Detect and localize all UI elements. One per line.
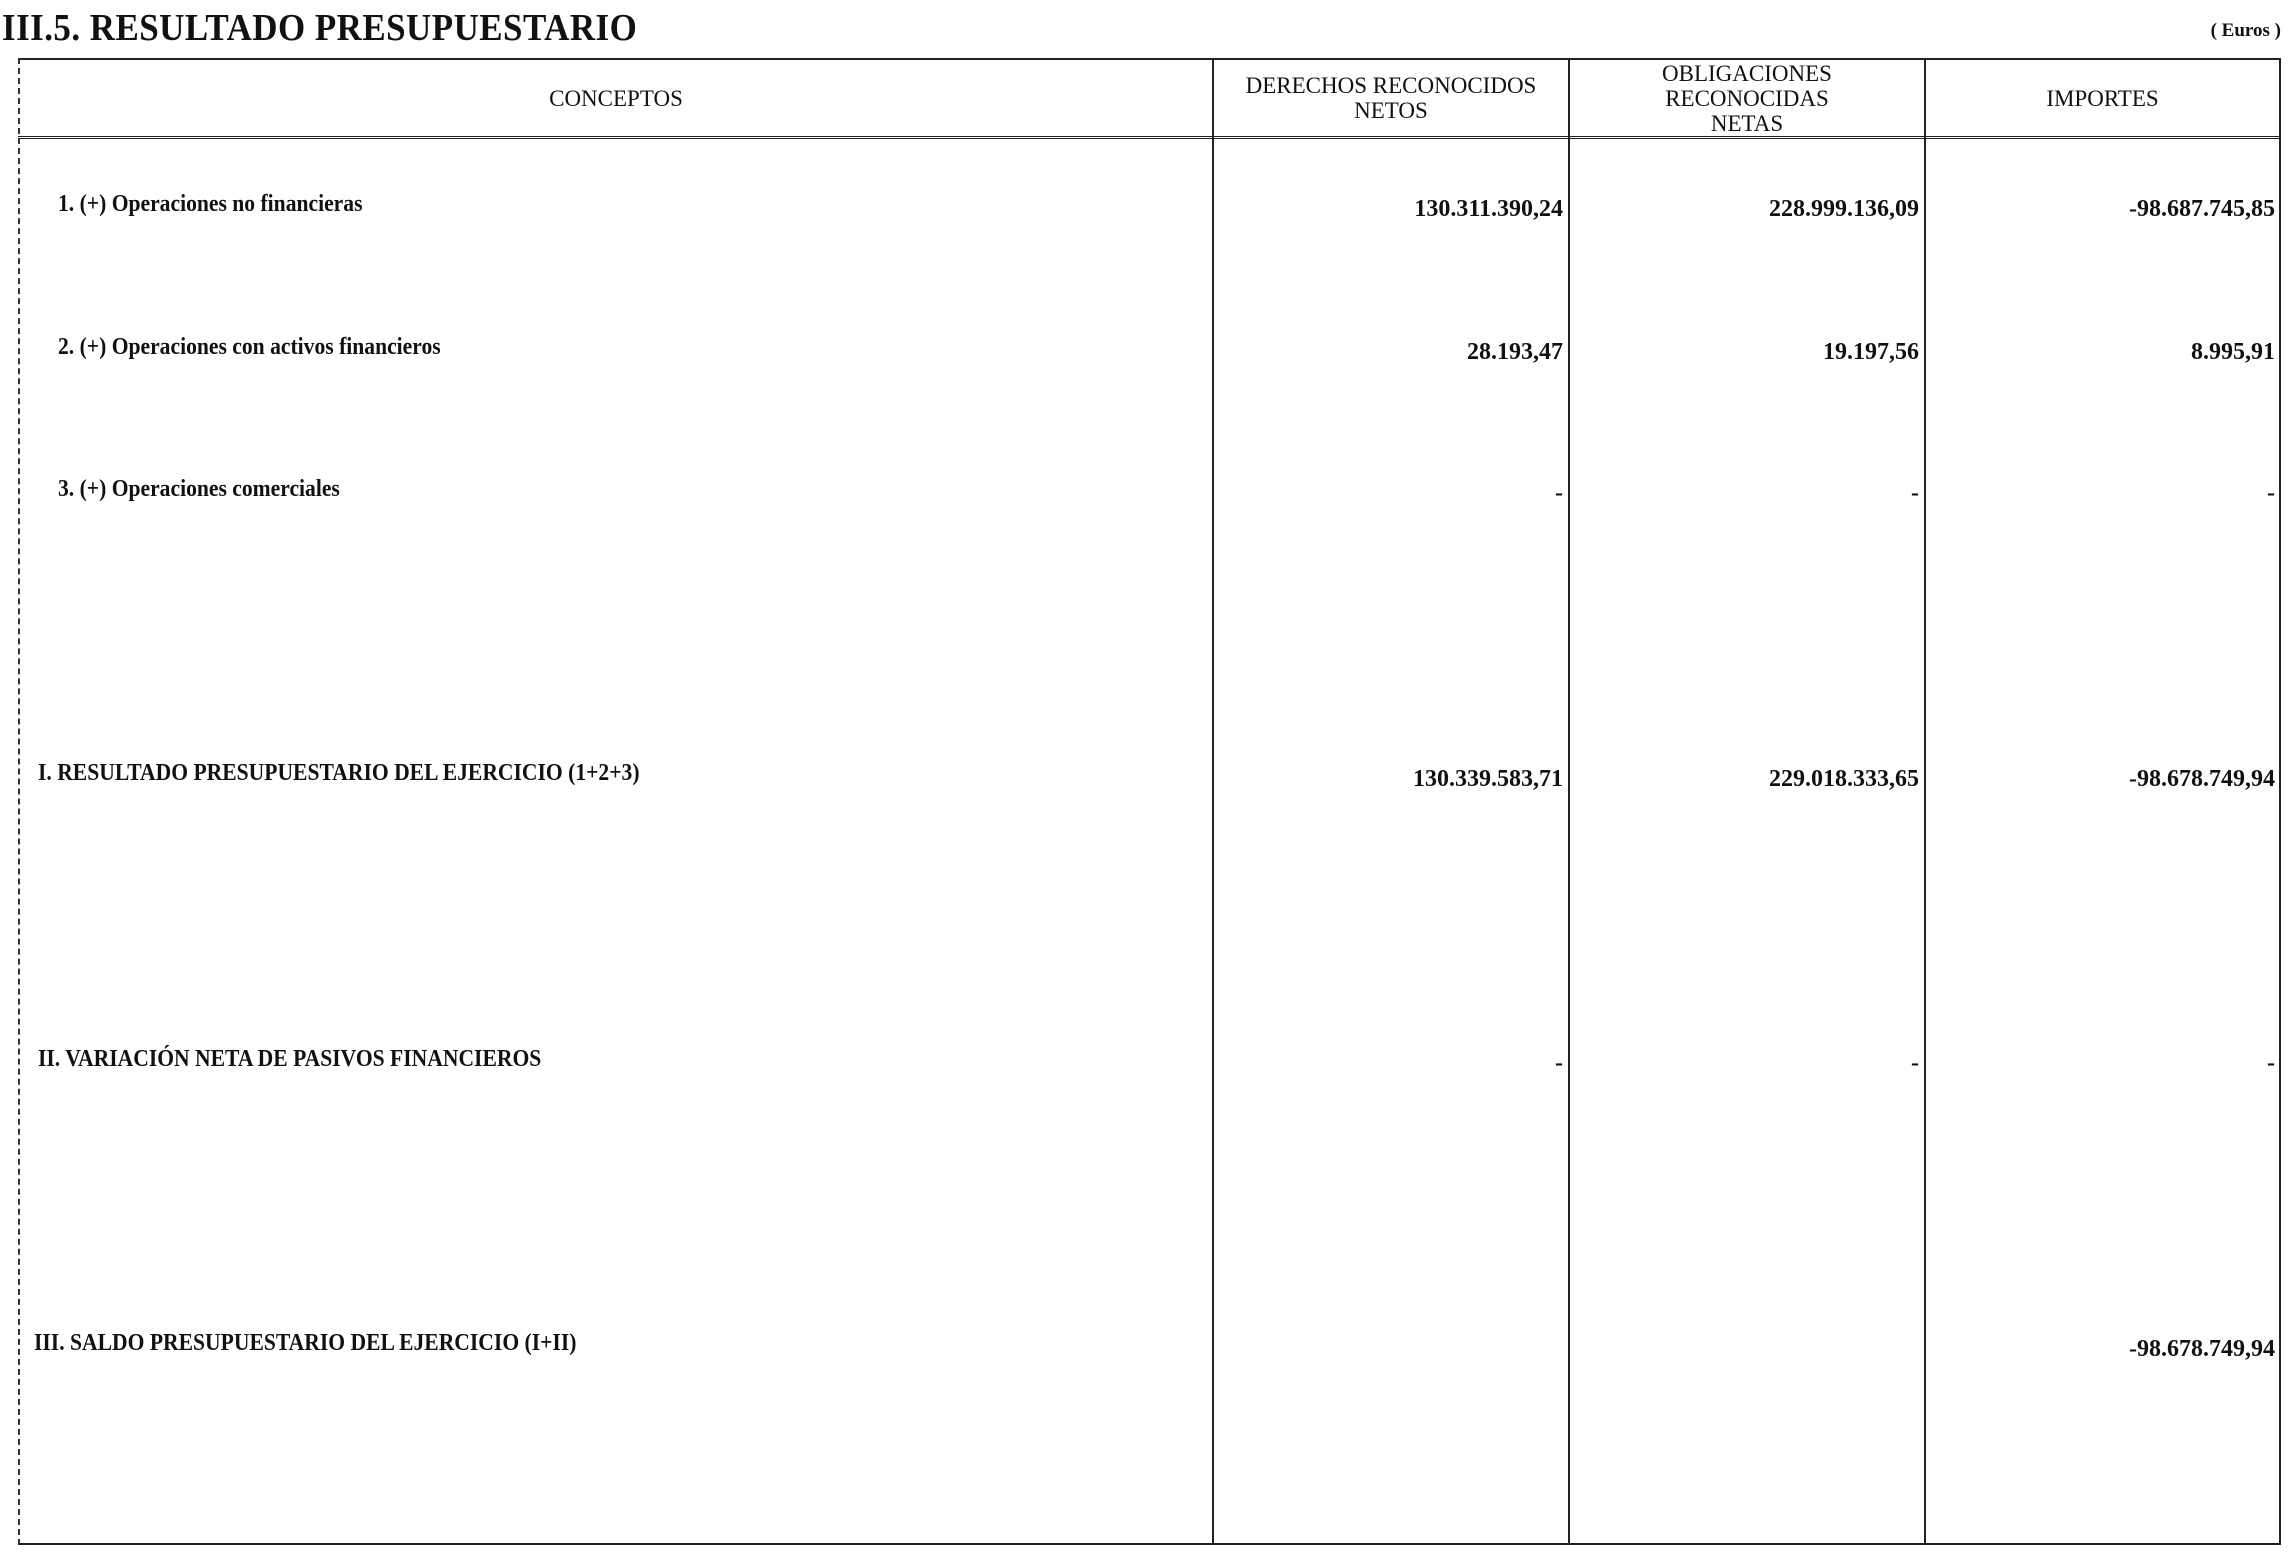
row-amount-value: - xyxy=(2267,1050,2275,1076)
row-amount-value: 8.995,91 xyxy=(2191,339,2275,365)
row-amount-value: - xyxy=(2267,480,2275,506)
column-divider-obligations xyxy=(1568,58,1570,1545)
budget-result-table xyxy=(18,58,2281,1545)
header-rights-line2: NETOS xyxy=(1354,98,1428,123)
header-amounts xyxy=(1926,60,2279,136)
column-divider-amounts xyxy=(1924,58,1926,1545)
currency-units-label: ( Euros ) xyxy=(2210,20,2281,41)
header-obligations-line1: OBLIGACIONES RECONOCIDAS xyxy=(1662,60,1832,111)
row-amount-value: -98.678.749,94 xyxy=(2129,766,2275,792)
row-concept: III. SALDO PRESUPUESTARIO DEL EJERCICIO (I+II) xyxy=(34,1330,577,1356)
header-concepts xyxy=(20,60,1212,136)
row-concept: I. RESULTADO PRESUPUESTARIO DEL EJERCICIO (1+2+3) xyxy=(38,760,640,786)
row-obligations-value: 229.018.333,65 xyxy=(1769,766,1919,792)
row-rights-value: 28.193,47 xyxy=(1467,339,1563,365)
row-obligations-value: 19.197,56 xyxy=(1823,339,1919,365)
row-concept: 3. (+) Operaciones comerciales xyxy=(58,476,340,502)
header-rights xyxy=(1214,60,1568,136)
row-rights-value: - xyxy=(1555,1050,1563,1076)
row-concept: II. VARIACIÓN NETA DE PASIVOS FINANCIEROS xyxy=(38,1046,542,1072)
row-amount-value: -98.687.745,85 xyxy=(2129,196,2275,222)
row-obligations-value: - xyxy=(1911,480,1919,506)
row-concept: 2. (+) Operaciones con activos financieros xyxy=(58,334,441,360)
row-rights-value: 130.311.390,24 xyxy=(1414,196,1563,222)
header-separator xyxy=(18,136,2281,139)
row-rights-value: - xyxy=(1555,480,1563,506)
column-divider-rights xyxy=(1212,58,1214,1545)
row-concept: 1. (+) Operaciones no financieras xyxy=(58,191,363,217)
row-obligations-value: - xyxy=(1911,1050,1919,1076)
header-obligations xyxy=(1570,60,1924,136)
row-amount-value: -98.678.749,94 xyxy=(2129,1336,2275,1362)
header-rights-line1: DERECHOS RECONOCIDOS xyxy=(1245,73,1537,98)
row-obligations-value: 228.999.136,09 xyxy=(1769,196,1919,222)
row-rights-value: 130.339.583,71 xyxy=(1413,766,1563,792)
header-concepts-label: CONCEPTOS xyxy=(549,85,683,111)
document-title: III.5. RESULTADO PRESUPUESTARIO xyxy=(2,7,638,49)
header-obligations-line2: NETAS xyxy=(1710,110,1784,136)
header-amounts-label: IMPORTES xyxy=(2046,85,2159,111)
